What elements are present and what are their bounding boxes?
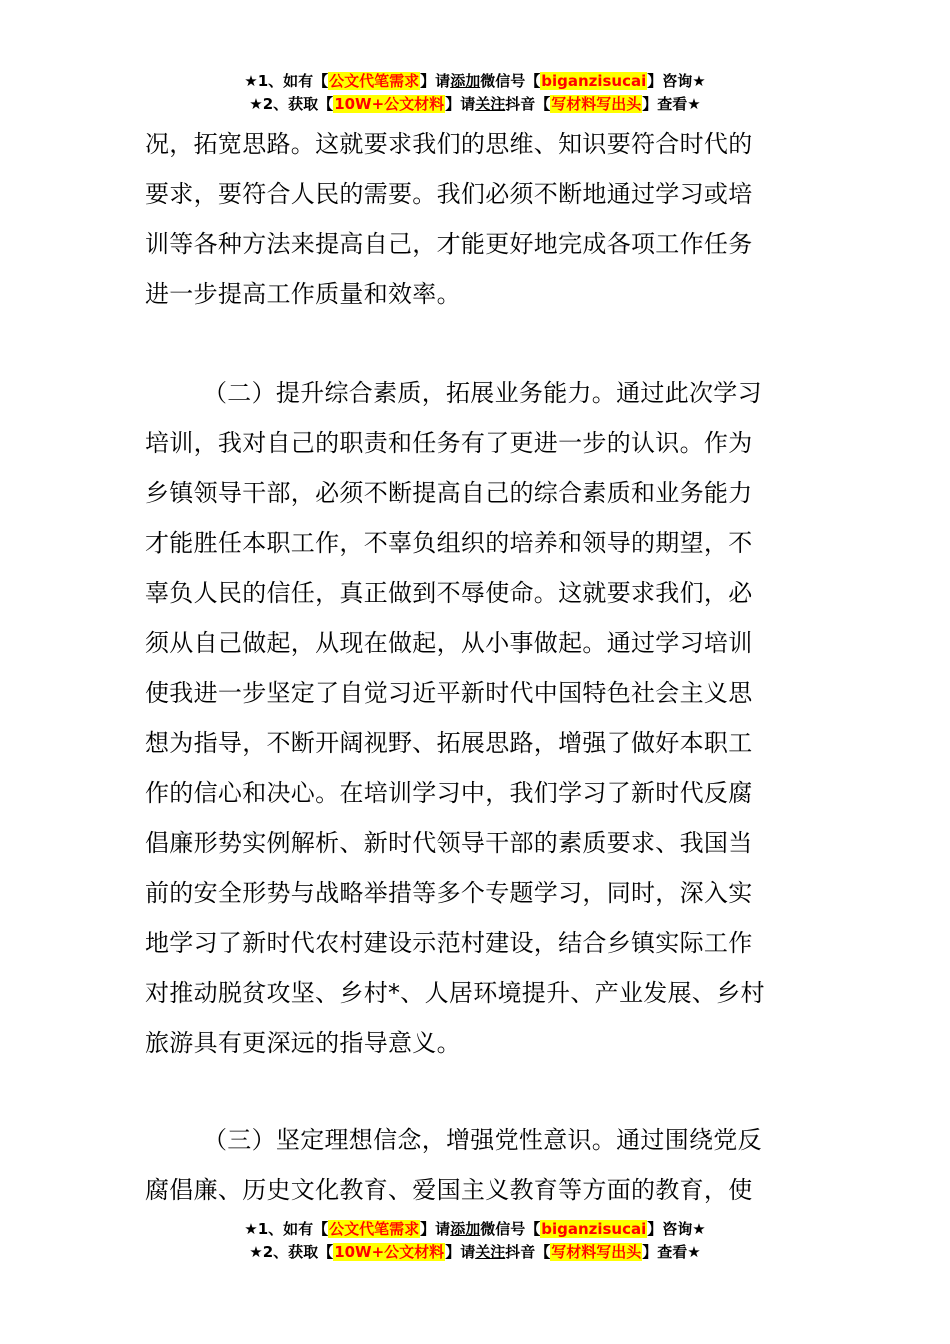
paragraph-section-2 — [145, 368, 810, 1068]
text-line: 使我进一步坚定了自觉习近平新时代中国特色社会主义思 — [145, 679, 753, 707]
banner-text: ★1、如有【 — [244, 1220, 329, 1238]
banner-text: 】咨询★ — [647, 72, 706, 90]
highlight-douyin-account: 写材料写出头 — [551, 1243, 642, 1261]
banner-underlined-text: 添加 — [450, 72, 481, 90]
banner-underlined-text: 关注 — [475, 1243, 506, 1261]
text-line: 培训，我对自己的职责和任务有了更进一步的认识。作为 — [145, 429, 753, 457]
banner-text: 微信号【 — [480, 72, 541, 90]
highlight-materials: 10W+公文材料 — [334, 95, 445, 113]
highlight-douyin-account: 写材料写出头 — [551, 95, 642, 113]
banner-line-1 — [0, 1218, 950, 1241]
banner-text: 】咨询★ — [647, 1220, 706, 1238]
text-line: 作的信心和决心。在培训学习中，我们学习了新时代反腐 — [145, 779, 753, 807]
banner-text: 抖音【 — [505, 1243, 551, 1261]
banner-line-2 — [0, 93, 950, 116]
text-line: 辜负人民的信任，真正做到不辱使命。这就要求我们，必 — [145, 579, 753, 607]
text-line: 须从自己做起，从现在做起，从小事做起。通过学习培训 — [145, 629, 753, 657]
text-line: 训等各种方法来提高自己，才能更好地完成各项工作任务 — [145, 230, 753, 258]
text-line: 想为指导，不断开阔视野、拓展思路，增强了做好本职工 — [145, 729, 753, 757]
highlight-materials: 10W+公文材料 — [334, 1243, 445, 1261]
footer-banner — [0, 1218, 950, 1264]
banner-underlined-text: 添加 — [450, 1220, 481, 1238]
text-line: 要求，要符合人民的需要。我们必须不断地通过学习或培 — [145, 180, 753, 208]
paragraph-continuation — [145, 119, 810, 319]
highlight-service: 公文代笔需求 — [329, 72, 420, 90]
banner-text: 抖音【 — [505, 95, 551, 113]
text-line: 才能胜任本职工作，不辜负组织的培养和领导的期望，不 — [145, 529, 753, 557]
highlight-wechat-id: biganzisucai — [541, 1220, 647, 1238]
header-banner — [0, 70, 950, 116]
paragraph-section-3 — [145, 1115, 810, 1215]
banner-text: 微信号【 — [480, 1220, 541, 1238]
banner-line-2 — [0, 1241, 950, 1264]
text-line: （二）提升综合素质，拓展业务能力。通过此次学习 — [203, 379, 762, 407]
banner-line-1 — [0, 70, 950, 93]
text-line: 腐倡廉、历史文化教育、爱国主义教育等方面的教育，使 — [145, 1176, 753, 1204]
text-line: （三）坚定理想信念，增强党性意识。通过围绕党反 — [203, 1126, 762, 1154]
banner-text: ★2、获取【 — [249, 1243, 334, 1261]
banner-text: ★2、获取【 — [249, 95, 334, 113]
text-line: 况，拓宽思路。这就要求我们的思维、知识要符合时代的 — [145, 130, 753, 158]
banner-text: 】请 — [420, 72, 451, 90]
text-line: 地学习了新时代农村建设示范村建设，结合乡镇实际工作 — [145, 929, 753, 957]
text-line: 旅游具有更深远的指导意义。 — [145, 1029, 461, 1057]
banner-text: 】请 — [445, 95, 476, 113]
highlight-service: 公文代笔需求 — [329, 1220, 420, 1238]
text-line: 进一步提高工作质量和效率。 — [145, 280, 461, 308]
banner-text: 】请 — [445, 1243, 476, 1261]
banner-text: ★1、如有【 — [244, 72, 329, 90]
banner-underlined-text: 关注 — [475, 95, 506, 113]
banner-text: 】查看★ — [642, 1243, 701, 1261]
highlight-wechat-id: biganzisucai — [541, 72, 647, 90]
banner-text: 】查看★ — [642, 95, 701, 113]
banner-text: 】请 — [420, 1220, 451, 1238]
text-line: 倡廉形势实例解析、新时代领导干部的素质要求、我国当 — [145, 829, 753, 857]
text-line: 对推动脱贫攻坚、乡村*、人居环境提升、产业发展、乡村 — [145, 979, 765, 1007]
text-line: 乡镇领导干部，必须不断提高自己的综合素质和业务能力 — [145, 479, 753, 507]
text-line: 前的安全形势与战略举措等多个专题学习，同时，深入实 — [145, 879, 753, 907]
